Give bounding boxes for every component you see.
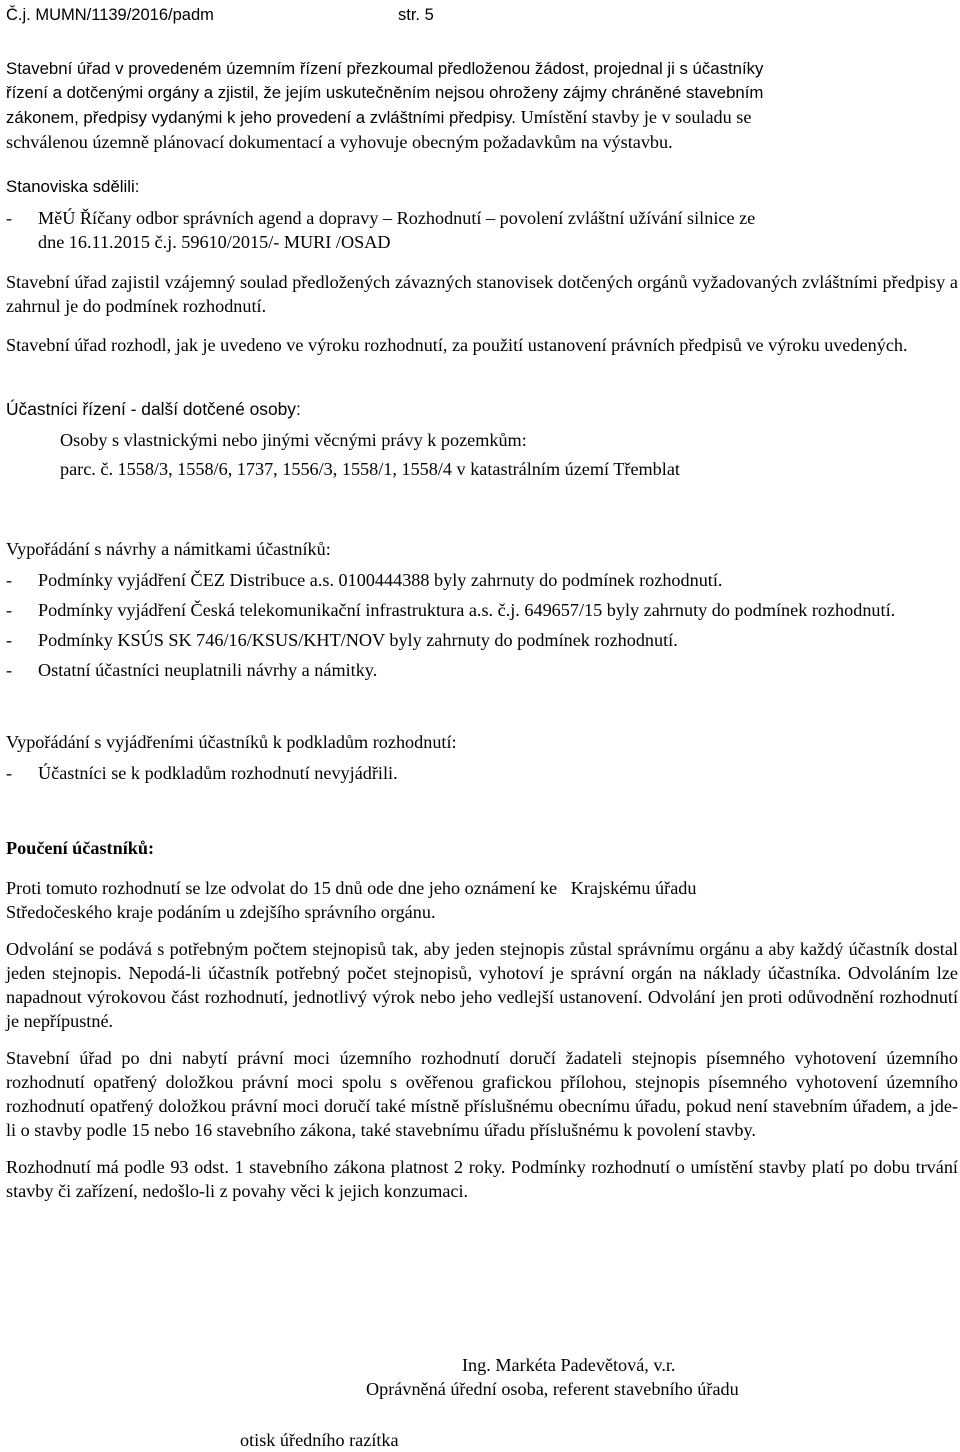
list-item (6, 658, 958, 682)
signatory-name: Ing. Markéta Padevětová, v.r. (462, 1355, 676, 1375)
paragraph-assessment (6, 57, 958, 154)
instructions-line: Středočeského kraje podáním u zdejšího správního orgánu. (6, 902, 436, 922)
list-item-text: Ostatní účastníci neuplatnili návrhy a námitky. (38, 660, 378, 680)
participants-line: Osoby s vlastnickými nebo jinými věcnými právy k pozemkům: (60, 430, 527, 450)
participants-heading: Účastníci řízení - další dotčené osoby: (6, 399, 301, 419)
list-item-text: Podmínky KSÚS SK 746/16/KSUS/KHT/NOV byly zahrnuty do podmínek rozhodnutí. (38, 630, 678, 650)
paragraph-text: Stavební úřad rozhodl, jak je uvedeno ve výroku rozhodnutí, za použití ustanovení právních předpisů ve výroku uvedených. (6, 335, 908, 355)
paragraph-line: schválenou územně plánovací dokumentací a vyhovuje obecným požadavkům na výstavbu. (6, 132, 673, 152)
list-dash: - (6, 660, 13, 680)
paragraph-text: Stavební úřad zajistil vzájemný soulad předložených závazných stanovisek dotčených orgánů vyžadovaných zvláštními předpisy a zahrnul je do podmínek rozhodnutí. (6, 272, 958, 316)
paragraph-line: Stavební úřad v provedeném územním řízení přezkoumal předloženou žádost, projednal ji s účastníky (6, 59, 764, 78)
page-number: str. 5 (398, 6, 434, 24)
stamp-placeholder: otisk úředního razítka (240, 1430, 399, 1450)
instructions-heading: Poučení účastníků: (6, 838, 155, 858)
list-item-text: Podmínky vyjádření ČEZ Distribuce a.s. 0100444388 byly zahrnuty do podmínek rozhodnutí. (38, 570, 723, 590)
statement-line: MěÚ Říčany odbor správních agend a dopravy – Rozhodnutí – povolení zvláštní užívání silnice ze (38, 208, 756, 228)
list-item (6, 206, 958, 254)
list-dash: - (6, 763, 13, 783)
signatory-role: Oprávněná úřední osoba, referent stavebního úřadu (366, 1379, 739, 1399)
paragraph-line: řízení a dotčenými orgány a zjistil, že jejím uskutečněním nejsou ohroženy zájmy chráněné stavebním (6, 83, 764, 102)
document-reference: Č.j. MUMN/1139/2016/padm (6, 6, 214, 24)
proposals-heading: Vypořádání s návrhy a námitkami účastníků: (6, 539, 331, 559)
page-header (6, 3, 946, 27)
participants-line: parc. č. 1558/3, 1558/6, 1737, 1556/3, 1558/1, 1558/4 v katastrálním území Třemblat (60, 459, 680, 479)
list-item-text: Podmínky vyjádření Česká telekomunikační infrastruktura a.s. č.j. 649657/15 byly zahrnuty do podmínek rozhodnutí. (38, 600, 896, 620)
paragraph-decision (6, 333, 958, 357)
documents-section (6, 730, 958, 785)
instructions-paragraph: Odvolání se podává s potřebným počtem stejnopisů tak, aby jeden stejnopis zůstal správnímu orgánu a aby každý účastník dostal jeden stejnopis. Nepodá-li účastník potřebný počet stejnopisů, vyhotoví je správní orgán na náklady účastníka. Odvoláním lze napadnout výrokovou část rozhodnutí, jednotlivý výrok nebo jeho vedlejší ustanovení. Odvolání jen proti odůvodnění rozhodnutí je nepřípustné. (6, 939, 958, 1031)
instructions-paragraph: Stavební úřad po dni nabytí právní moci územního rozhodnutí doručí žadateli stejnopis písemného vyhotovení územního rozhodnutí opatřený doložkou právní moci spolu s ověřenou grafickou přílohou, stejnopis písemného vyhotovení územního rozhodnutí opatřený doložkou právní moci doručí také místně příslušnému obecnímu úřadu, pokud není stavebním úřadem, a jde-li o stavby podle 15 nebo 16 stavebního zákona, také stavebnímu úřadu příslušnému k povolení stavby. (6, 1048, 958, 1140)
list-dash: - (6, 630, 13, 650)
proposals-section (6, 537, 958, 682)
instructions-line: Proti tomuto rozhodnutí se lze odvolat do 15 dnů ode dne jeho oznámení ke Krajskému úřadu (6, 878, 697, 898)
statements-heading: Stanoviska sdělili: (6, 177, 140, 196)
instructions-section (6, 836, 958, 1203)
statements-section (6, 175, 958, 254)
list-item (6, 598, 958, 622)
list-dash: - (6, 570, 13, 590)
paragraph-segment: Umístění stavby je v souladu se (520, 107, 752, 127)
list-item-text: Účastníci se k podkladům rozhodnutí nevyjádřili. (38, 763, 398, 783)
list-item (6, 761, 958, 785)
participants-section (6, 397, 958, 481)
paragraph-line (6, 105, 958, 130)
paragraph-harmony (6, 270, 958, 318)
list-item (6, 628, 958, 652)
list-dash: - (6, 208, 13, 228)
instructions-paragraph: Rozhodnutí má podle 93 odst. 1 stavebního zákona platnost 2 roky. Podmínky rozhodnutí o umístění stavby platí po dobu trvání stavby či zařízení, nedošlo-li z povahy věci k jejich konzumaci. (6, 1157, 958, 1201)
documents-heading: Vypořádání s vyjádřeními účastníků k podkladům rozhodnutí: (6, 732, 457, 752)
paragraph-segment: zákonem, předpisy vydanými k jeho provedení a zvláštními předpisy. (6, 108, 516, 127)
list-item (6, 568, 958, 592)
statement-segment: dne 16.11.2015 č.j. (38, 232, 177, 252)
statement-segment: 59610/2015/- MURI /OSAD (181, 232, 391, 252)
list-dash: - (6, 600, 13, 620)
